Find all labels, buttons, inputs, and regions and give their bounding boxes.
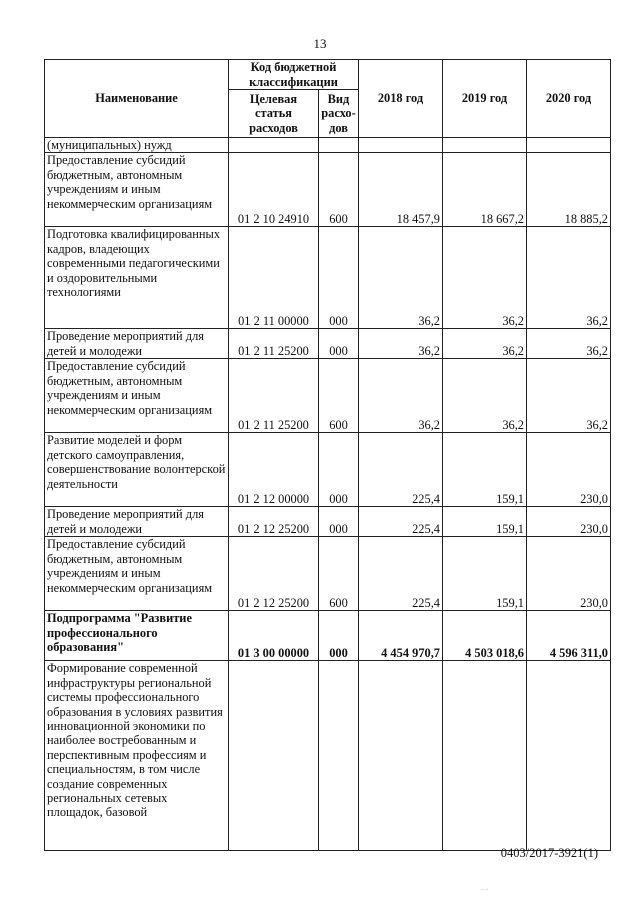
row-amount-2019: 159,1 [443, 507, 527, 537]
row-amount-2019: 36,2 [443, 227, 527, 329]
row-expense-type: 600 [319, 537, 359, 611]
header-expense-type: Вид расхо-дов [319, 90, 359, 138]
row-name: Проведение мероприятий для детей и молодежи [45, 507, 229, 537]
row-amount-2018 [359, 661, 443, 851]
table-row [45, 359, 611, 433]
row-amount-2018: 4 454 970,7 [359, 611, 443, 661]
row-target-article: 01 2 11 25200 [229, 359, 319, 433]
row-amount-2020: 18 885,2 [527, 153, 611, 227]
row-name: Предоставление субсидий бюджетным, автономным учреждениям и иным некоммерческим организациям [45, 153, 229, 227]
row-amount-2020: 36,2 [527, 227, 611, 329]
row-name: Проведение мероприятий для детей и молодежи [45, 329, 229, 359]
row-target-article: 01 2 10 24910 [229, 153, 319, 227]
header-year-2018: 2018 год [359, 60, 443, 138]
row-amount-2020: 230,0 [527, 433, 611, 507]
table-row [45, 329, 611, 359]
row-name: Подпрограмма "Развитие профессионального образования" [45, 611, 229, 661]
row-name: (муниципальных) нужд [45, 138, 229, 153]
page-number: 13 [313, 36, 327, 51]
row-name: Предоставление субсидий бюджетным, автономным учреждениям и иным некоммерческим организациям [45, 359, 229, 433]
row-amount-2019: 18 667,2 [443, 153, 527, 227]
row-amount-2020 [527, 138, 611, 153]
row-expense-type: 000 [319, 329, 359, 359]
row-name: Формирование современной инфраструктуры региональной системы профессионального образования в условиях развития инновационной экономики по наиболее востребованным и перспективным профессиям и специальностям, в том числе создание современных региональных сетевых площадок, базовой [45, 661, 229, 851]
document-code: 0403/2017-3921(1) [500, 846, 598, 860]
row-amount-2019: 36,2 [443, 329, 527, 359]
row-target-article: 01 2 12 25200 [229, 537, 319, 611]
row-name: Развитие моделей и форм детского самоуправления, совершенствование волонтерской деятельности [45, 433, 229, 507]
row-expense-type [319, 661, 359, 851]
row-amount-2018: 36,2 [359, 329, 443, 359]
row-amount-2018: 225,4 [359, 507, 443, 537]
row-amount-2020: 230,0 [527, 507, 611, 537]
row-expense-type: 000 [319, 611, 359, 661]
header-code-group: Код бюджетной классификации [229, 60, 359, 90]
row-amount-2020 [527, 661, 611, 851]
faint-mark: … [481, 883, 490, 892]
row-name: Подготовка квалифицированных кадров, владеющих современными педагогическими и оздоровительными технологиями [45, 227, 229, 329]
row-amount-2018: 225,4 [359, 433, 443, 507]
row-name: Предоставление субсидий бюджетным, автономным учреждениям и иным некоммерческим организациям [45, 537, 229, 611]
row-amount-2020: 230,0 [527, 537, 611, 611]
table-row [45, 433, 611, 507]
row-amount-2018: 36,2 [359, 359, 443, 433]
row-target-article [229, 138, 319, 153]
table-row [45, 537, 611, 611]
row-target-article: 01 2 12 00000 [229, 433, 319, 507]
table-row [45, 153, 611, 227]
row-expense-type: 600 [319, 153, 359, 227]
table-row [45, 227, 611, 329]
row-expense-type [319, 138, 359, 153]
table-body [45, 138, 611, 851]
row-amount-2019 [443, 138, 527, 153]
row-expense-type: 000 [319, 227, 359, 329]
budget-table [44, 59, 611, 851]
row-target-article: 01 2 11 00000 [229, 227, 319, 329]
row-target-article: 01 2 12 25200 [229, 507, 319, 537]
row-amount-2019: 159,1 [443, 433, 527, 507]
row-amount-2018: 36,2 [359, 227, 443, 329]
table-row [45, 138, 611, 153]
table-row [45, 661, 611, 851]
row-expense-type: 000 [319, 507, 359, 537]
row-amount-2018: 225,4 [359, 537, 443, 611]
row-amount-2019: 159,1 [443, 537, 527, 611]
table-row [45, 507, 611, 537]
row-amount-2018: 18 457,9 [359, 153, 443, 227]
row-target-article: 01 3 00 00000 [229, 611, 319, 661]
table-row [45, 611, 611, 661]
row-amount-2020: 36,2 [527, 359, 611, 433]
header-year-2020: 2020 год [527, 60, 611, 138]
row-amount-2020: 36,2 [527, 329, 611, 359]
header-target-article: Целевая статья расходов [229, 90, 319, 138]
row-amount-2020: 4 596 311,0 [527, 611, 611, 661]
row-amount-2019 [443, 661, 527, 851]
header-name: Наименование [45, 60, 229, 138]
row-amount-2019: 4 503 018,6 [443, 611, 527, 661]
row-amount-2019: 36,2 [443, 359, 527, 433]
row-target-article [229, 661, 319, 851]
row-amount-2018 [359, 138, 443, 153]
row-expense-type: 000 [319, 433, 359, 507]
row-target-article: 01 2 11 25200 [229, 329, 319, 359]
row-expense-type: 600 [319, 359, 359, 433]
header-year-2019: 2019 год [443, 60, 527, 138]
